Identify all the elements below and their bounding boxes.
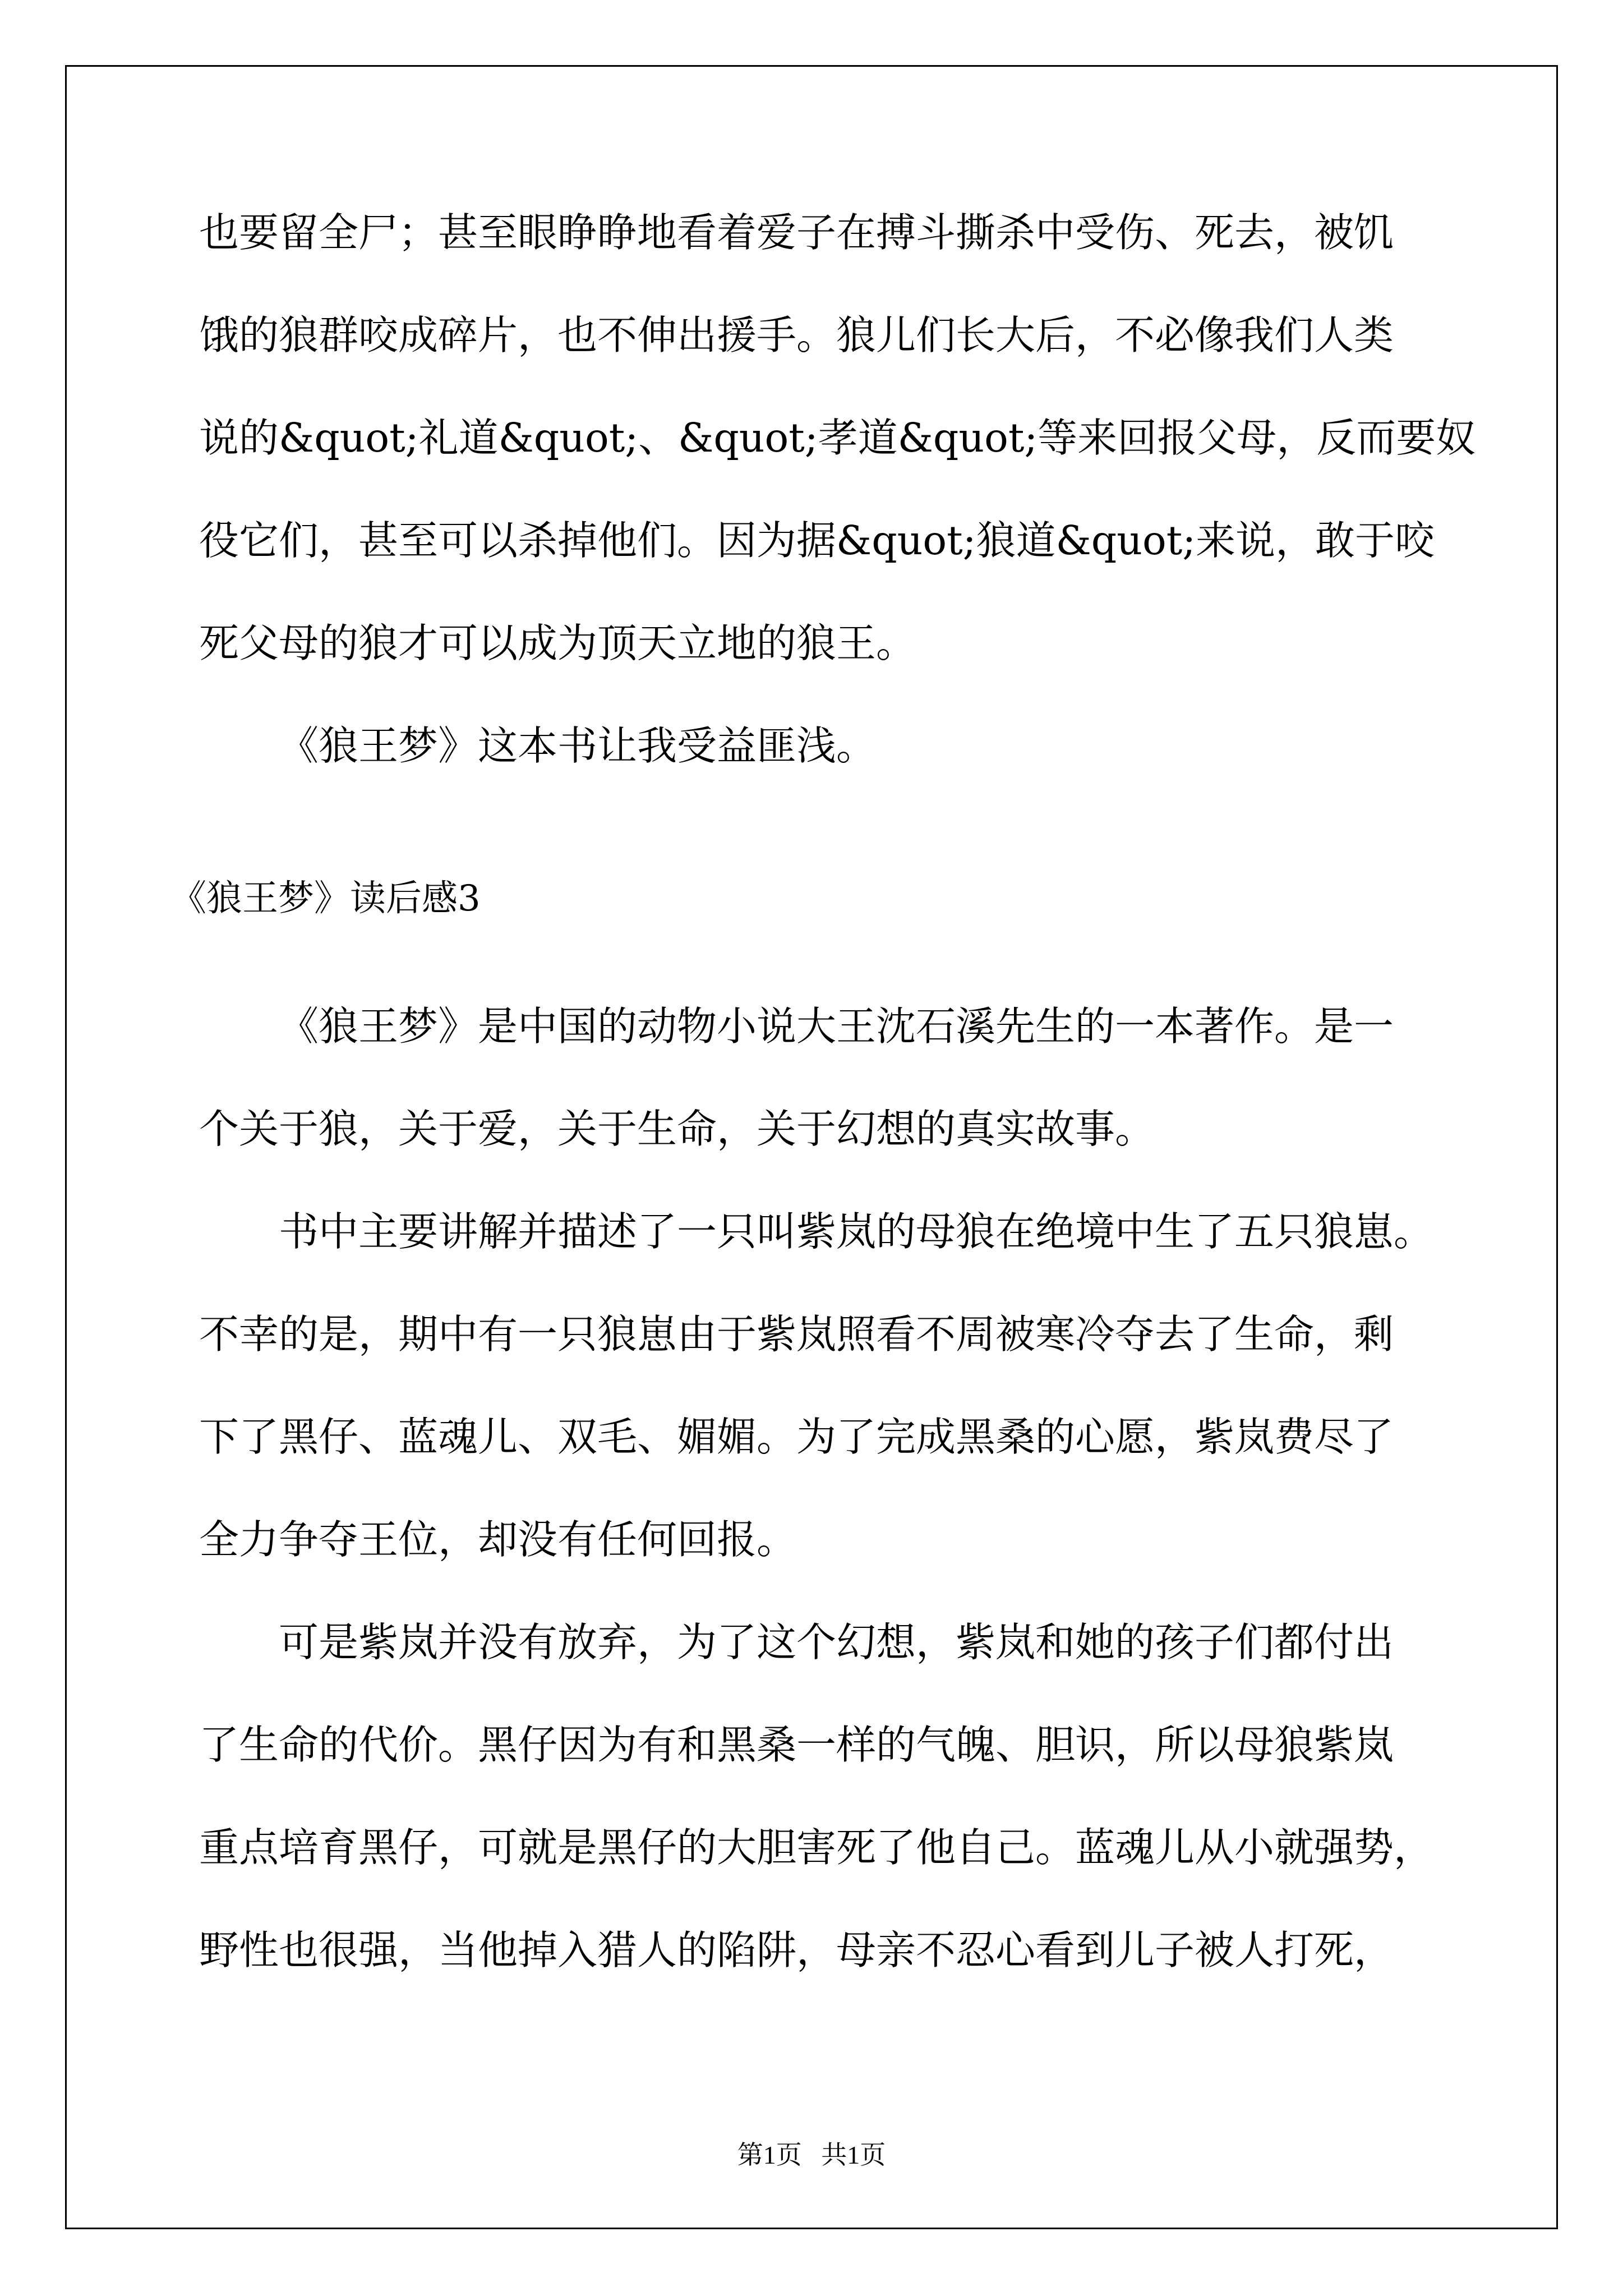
paragraph-line: 《狼王梦》这本书让我受益匪浅。 bbox=[279, 723, 877, 769]
paragraph-line: 也要留全尸；甚至眼睁睁地看着爱子在搏斗撕杀中受伤、死去，被饥 bbox=[199, 209, 1394, 256]
body-text-top bbox=[199, 208, 1476, 823]
paragraph-line: 不幸的是，期中有一只狼崽由于紫岚照看不周被寒冷夺去了生命，剩 bbox=[199, 1311, 1394, 1358]
paragraph-line: 饿的狼群咬成碎片，也不伸出援手。狼儿们长大后，不必像我们人类 bbox=[199, 312, 1394, 358]
body-text-bottom bbox=[199, 1001, 1433, 2028]
paragraph-line: 役它们，甚至可以杀掉他们。因为据&quot;狼道&quot;来说，敢于咬 bbox=[199, 517, 1435, 564]
paragraph-line: 了生命的代价。黑仔因为有和黑桑一样的气魄、胆识，所以母狼紫岚 bbox=[199, 1722, 1394, 1768]
section-heading: 《狼王梦》读后感3 bbox=[170, 878, 481, 919]
paragraph-line: 个关于狼，关于爱，关于生命，关于幻想的真实故事。 bbox=[199, 1106, 1155, 1152]
paragraph-line: 死父母的狼才可以成为顶天立地的狼王。 bbox=[199, 620, 916, 666]
paragraph-line: 可是紫岚并没有放弃，为了这个幻想，紫岚和她的孩子们都付出 bbox=[279, 1619, 1394, 1665]
paragraph-line: 下了黑仔、蓝魂儿、双毛、媚媚。为了完成黑桑的心愿，紫岚费尽了 bbox=[199, 1414, 1394, 1460]
page-footer: 第1页 共1页 bbox=[737, 2141, 886, 2169]
paragraph-line: 全力争夺王位，却没有任何回报。 bbox=[199, 1516, 797, 1563]
paragraph-line: 野性也很强，当他掉入猎人的陷阱，母亲不忍心看到儿子被人打死， bbox=[199, 1927, 1394, 1973]
paragraph-line: 书中主要讲解并描述了一只叫紫岚的母狼在绝境中生了五只狼崽。 bbox=[279, 1208, 1434, 1255]
paragraph-line: 说的&quot;礼道&quot;、&quot;孝道&quot;等来回报父母，反而要奴 bbox=[199, 415, 1476, 461]
paragraph-line: 《狼王梦》是中国的动物小说大王沈石溪先生的一本著作。是一 bbox=[279, 1003, 1394, 1050]
paragraph-line: 重点培育黑仔，可就是黑仔的大胆害死了他自己。蓝魂儿从小就强势， bbox=[199, 1824, 1434, 1871]
